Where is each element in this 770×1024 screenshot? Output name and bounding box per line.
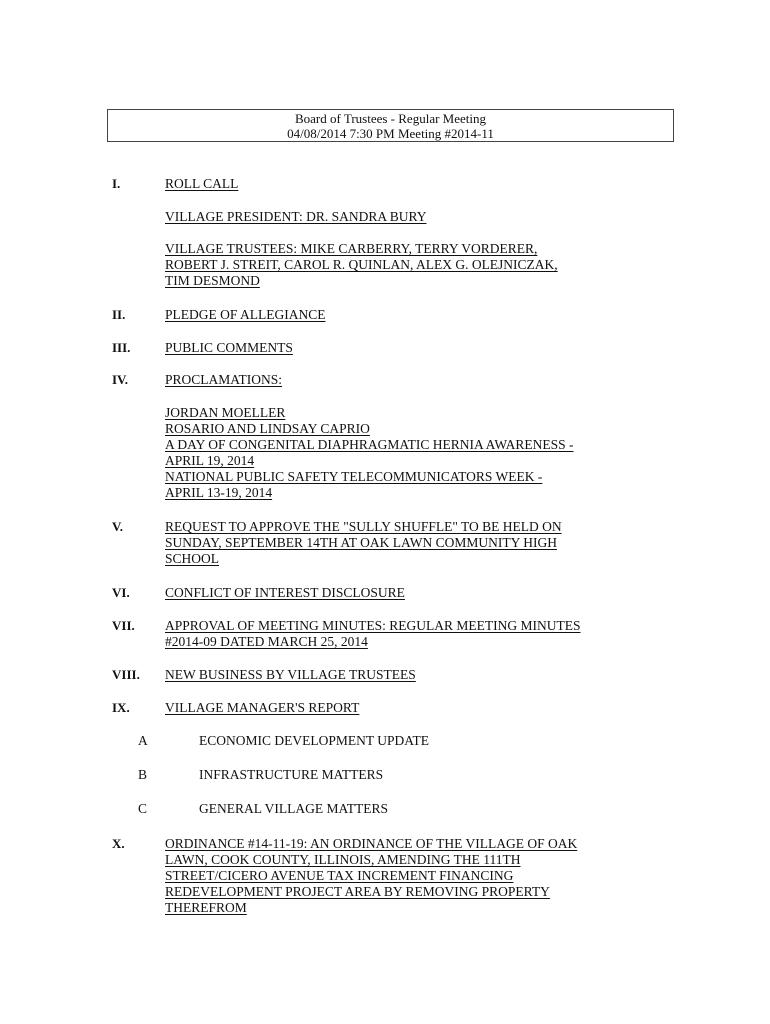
item-title-public-comments: PUBLIC COMMENTS — [165, 340, 293, 355]
item-title-proclamations: PROCLAMATIONS: — [165, 372, 283, 387]
sub-item-letter-b: B — [138, 767, 148, 782]
item-number-6: VI. — [112, 585, 130, 600]
meeting-date: 04/08/2014 7:30 PM Meeting #2014-11 — [287, 126, 494, 141]
item-number-8: VIII. — [112, 667, 140, 682]
item-number-1: I. — [112, 176, 121, 191]
item-number-10: X. — [112, 836, 125, 851]
sub-item-general-matters: GENERAL VILLAGE MATTERS — [199, 801, 388, 816]
item-title-roll-call: ROLL CALL — [165, 176, 239, 191]
item-number-2: II. — [112, 307, 126, 322]
item-title-pledge: PLEDGE OF ALLEGIANCE — [165, 307, 326, 322]
item-title-manager-report: VILLAGE MANAGER'S REPORT — [165, 700, 360, 715]
item-number-4: IV. — [112, 372, 129, 387]
village-president: VILLAGE PRESIDENT: DR. SANDRA BURY — [165, 209, 427, 224]
meeting-title: Board of Trustees - Regular Meeting — [294, 111, 486, 126]
sub-item-letter-c: C — [138, 801, 148, 816]
village-trustees: VILLAGE TRUSTEES: MIKE CARBERRY, TERRY VORDERER, ROBERT J. STREIT, CAROL R. QUINLAN, ALEX G. OLEJNICZAK, TIM DESMOND — [165, 241, 558, 288]
item-number-3: III. — [112, 340, 131, 355]
sub-item-infrastructure: INFRASTRUCTURE MATTERS — [199, 767, 384, 782]
item-title-conflict-of-interest: CONFLICT OF INTEREST DISCLOSURE — [165, 585, 405, 600]
item-number-7: VII. — [112, 618, 135, 633]
meeting-header-box — [107, 109, 674, 142]
item-title-new-business: NEW BUSINESS BY VILLAGE TRUSTEES — [165, 667, 416, 682]
item-title-ordinance: ORDINANCE #14-11-19: AN ORDINANCE OF THE VILLAGE OF OAK LAWN, COOK COUNTY, ILLINOIS, AMENDING THE 111TH STREET/CICERO AVENUE TAX INCREMENT FINANCING REDEVELOPMENT PROJECT AREA BY REMOVING PROPERTY THEREFROM — [165, 836, 578, 915]
item-number-9: IX. — [112, 700, 130, 715]
proclamations-list: JORDAN MOELLER ROSARIO AND LINDSAY CAPRIO A DAY OF CONGENITAL DIAPHRAGMATIC HERNIA AWARENESS - APRIL 19, 2014 NATIONAL PUBLIC SAFETY TELECOMMUNICATORS WEEK - APRIL 13-19, 2014 — [165, 405, 574, 500]
sub-item-economic-development: ECONOMIC DEVELOPMENT UPDATE — [199, 733, 430, 748]
item-number-5: V. — [112, 519, 123, 534]
item-title-sully-shuffle: REQUEST TO APPROVE THE "SULLY SHUFFLE" TO BE HELD ON SUNDAY, SEPTEMBER 14TH AT OAK LAWN COMMUNITY HIGH SCHOOL — [165, 519, 562, 566]
sub-item-letter-a: A — [138, 733, 148, 748]
item-title-approval-minutes: APPROVAL OF MEETING MINUTES: REGULAR MEETING MINUTES #2014-09 DATED MARCH 25, 2014 — [165, 618, 581, 649]
